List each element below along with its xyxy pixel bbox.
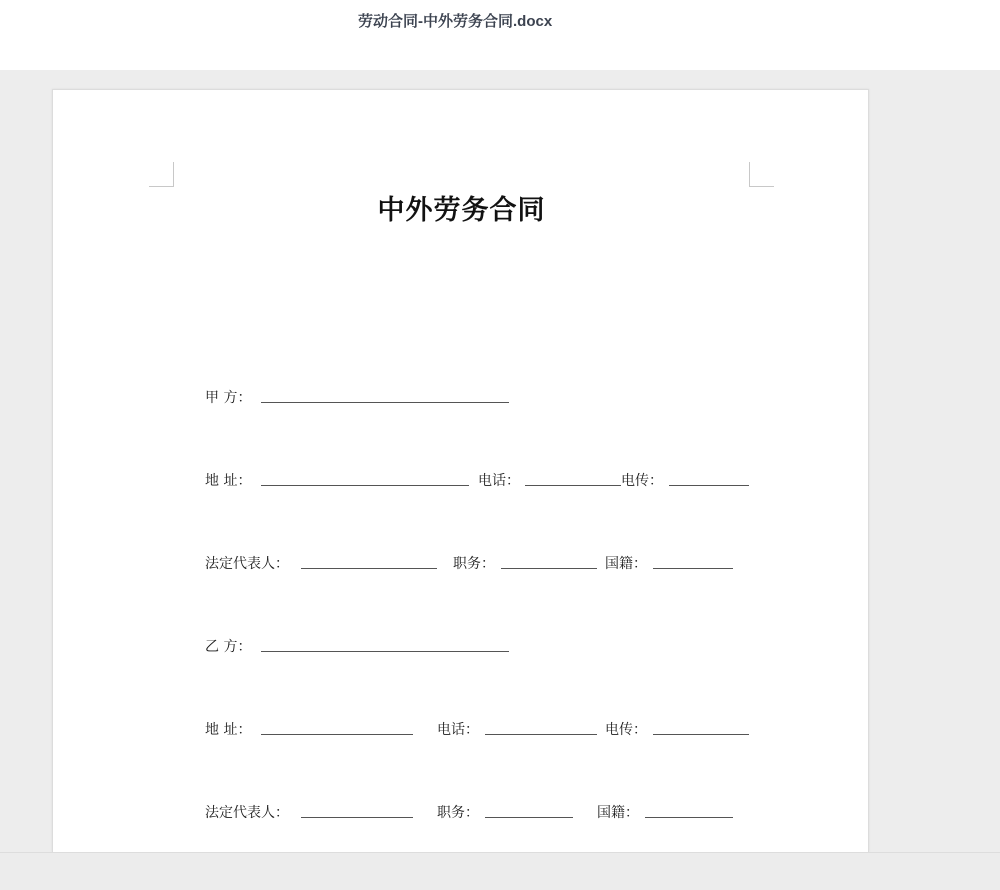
party-b-address-blank[interactable] [261, 734, 413, 735]
party-a-nationality-blank[interactable] [653, 568, 733, 569]
party-a-position-blank[interactable] [501, 568, 597, 569]
party-a-blank[interactable] [261, 402, 509, 403]
margin-corner-top-right [749, 162, 774, 187]
party-b-position-blank[interactable] [485, 817, 573, 818]
party-b-legal-rep-blank[interactable] [301, 817, 413, 818]
party-a-phone-label: 电话： [478, 473, 520, 489]
party-b-fax-blank[interactable] [653, 734, 749, 735]
party-a-address-blank[interactable] [261, 485, 469, 486]
party-a-address-label: 地 址： [205, 473, 252, 489]
party-a-position-label: 职务： [453, 556, 495, 572]
document-page[interactable] [52, 89, 869, 852]
party-b-blank[interactable] [261, 651, 509, 652]
party-b-position-label: 职务： [437, 805, 479, 821]
party-a-phone-blank[interactable] [525, 485, 621, 486]
party-b-nationality-blank[interactable] [645, 817, 733, 818]
party-b-nationality-label: 国籍： [597, 805, 639, 821]
party-b-legal-rep-label: 法定代表人： [205, 805, 289, 821]
margin-corner-top-left [149, 162, 174, 187]
bottom-bar [0, 852, 1000, 890]
party-b-address-label: 地 址： [205, 722, 252, 738]
party-a-legal-rep-blank[interactable] [301, 568, 437, 569]
party-b-phone-label: 电话： [437, 722, 479, 738]
party-a-label: 甲 方： [205, 390, 252, 406]
party-a-fax-label: 电传： [621, 473, 663, 489]
party-b-label: 乙 方： [205, 639, 252, 655]
party-b-fax-label: 电传： [605, 722, 647, 738]
title-bar [0, 0, 1000, 70]
party-a-nationality-label: 国籍： [605, 556, 647, 572]
party-a-legal-rep-label: 法定代表人： [205, 556, 289, 572]
contract-title: 中外劳务合同 [377, 195, 546, 226]
document-file-name: 劳动合同-中外劳务合同.docx [358, 13, 553, 30]
party-b-phone-blank[interactable] [485, 734, 597, 735]
party-a-fax-blank[interactable] [669, 485, 749, 486]
